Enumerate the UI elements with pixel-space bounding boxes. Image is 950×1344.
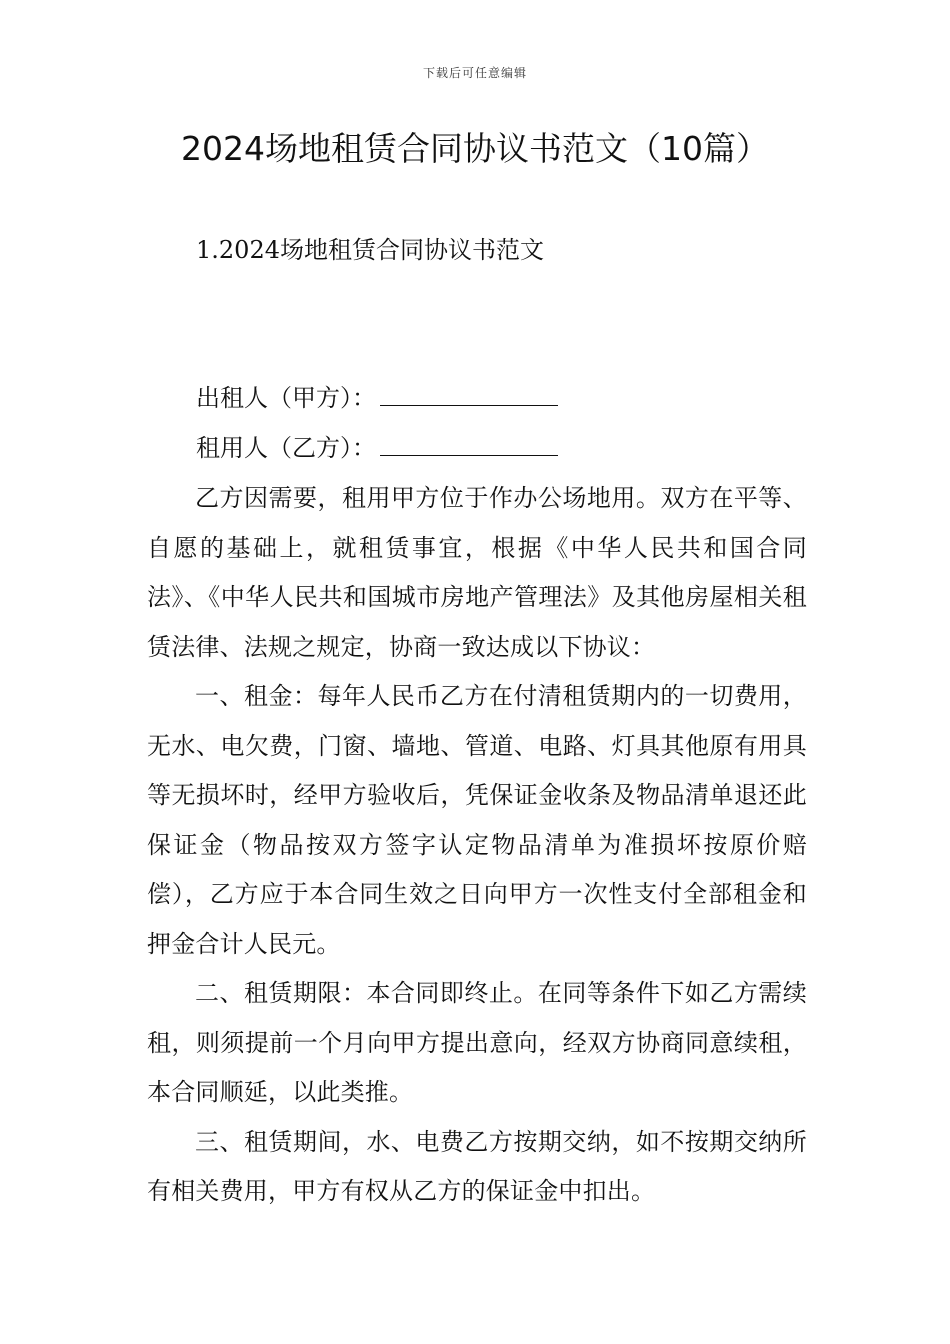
paragraph-utilities: 三、租赁期间，水、电费乙方按期交纳，如不按期交纳所有相关费用，甲方有权从乙方的保证金中扣出。 xyxy=(147,1127,807,1205)
lessee-line xyxy=(196,424,558,472)
document-title: 2024场地租赁合同协议书范文（10篇） xyxy=(181,129,769,168)
page-header: 下载后可任意编辑 xyxy=(422,66,527,80)
paragraph-rent: 一、租金：每年人民币乙方在付清租赁期内的一切费用，无水、电欠费，门窗、墙地、管道、电路、灯具其他原有用具等无损坏时，经甲方验收后，凭保证金收条及物品清单退还此保证金（物品按双方签字认定物品清单为准损坏按原价赔偿），乙方应于本合同生效之日向甲方一次性支付全部租金和押金合计人民元。 xyxy=(147,682,807,958)
lessee-label: 租用人（乙方）： xyxy=(196,434,376,462)
paragraph-term: 二、租赁期限：本合同即终止。在同等条件下如乙方需续租，则须提前一个月向甲方提出意向，经双方协商同意续租，本合同顺延，以此类推。 xyxy=(147,979,807,1106)
lessee-blank xyxy=(380,425,558,456)
paragraph-intro: 乙方因需要，租用甲方位于作办公场地用。双方在平等、自愿的基础上，就租赁事宜，根据《中华人民共和国合同法》、《中华人民共和国城市房地产管理法》及其他房屋相关租赁法律、法规之规定，协商一致达成以下协议： xyxy=(147,484,807,661)
lessor-blank xyxy=(380,375,558,406)
section-heading: 1.2024场地租赁合同协议书范文 xyxy=(196,236,544,264)
lessor-line xyxy=(196,374,558,422)
contract-body xyxy=(147,474,807,1217)
lessor-label: 出租人（甲方）： xyxy=(196,384,376,412)
